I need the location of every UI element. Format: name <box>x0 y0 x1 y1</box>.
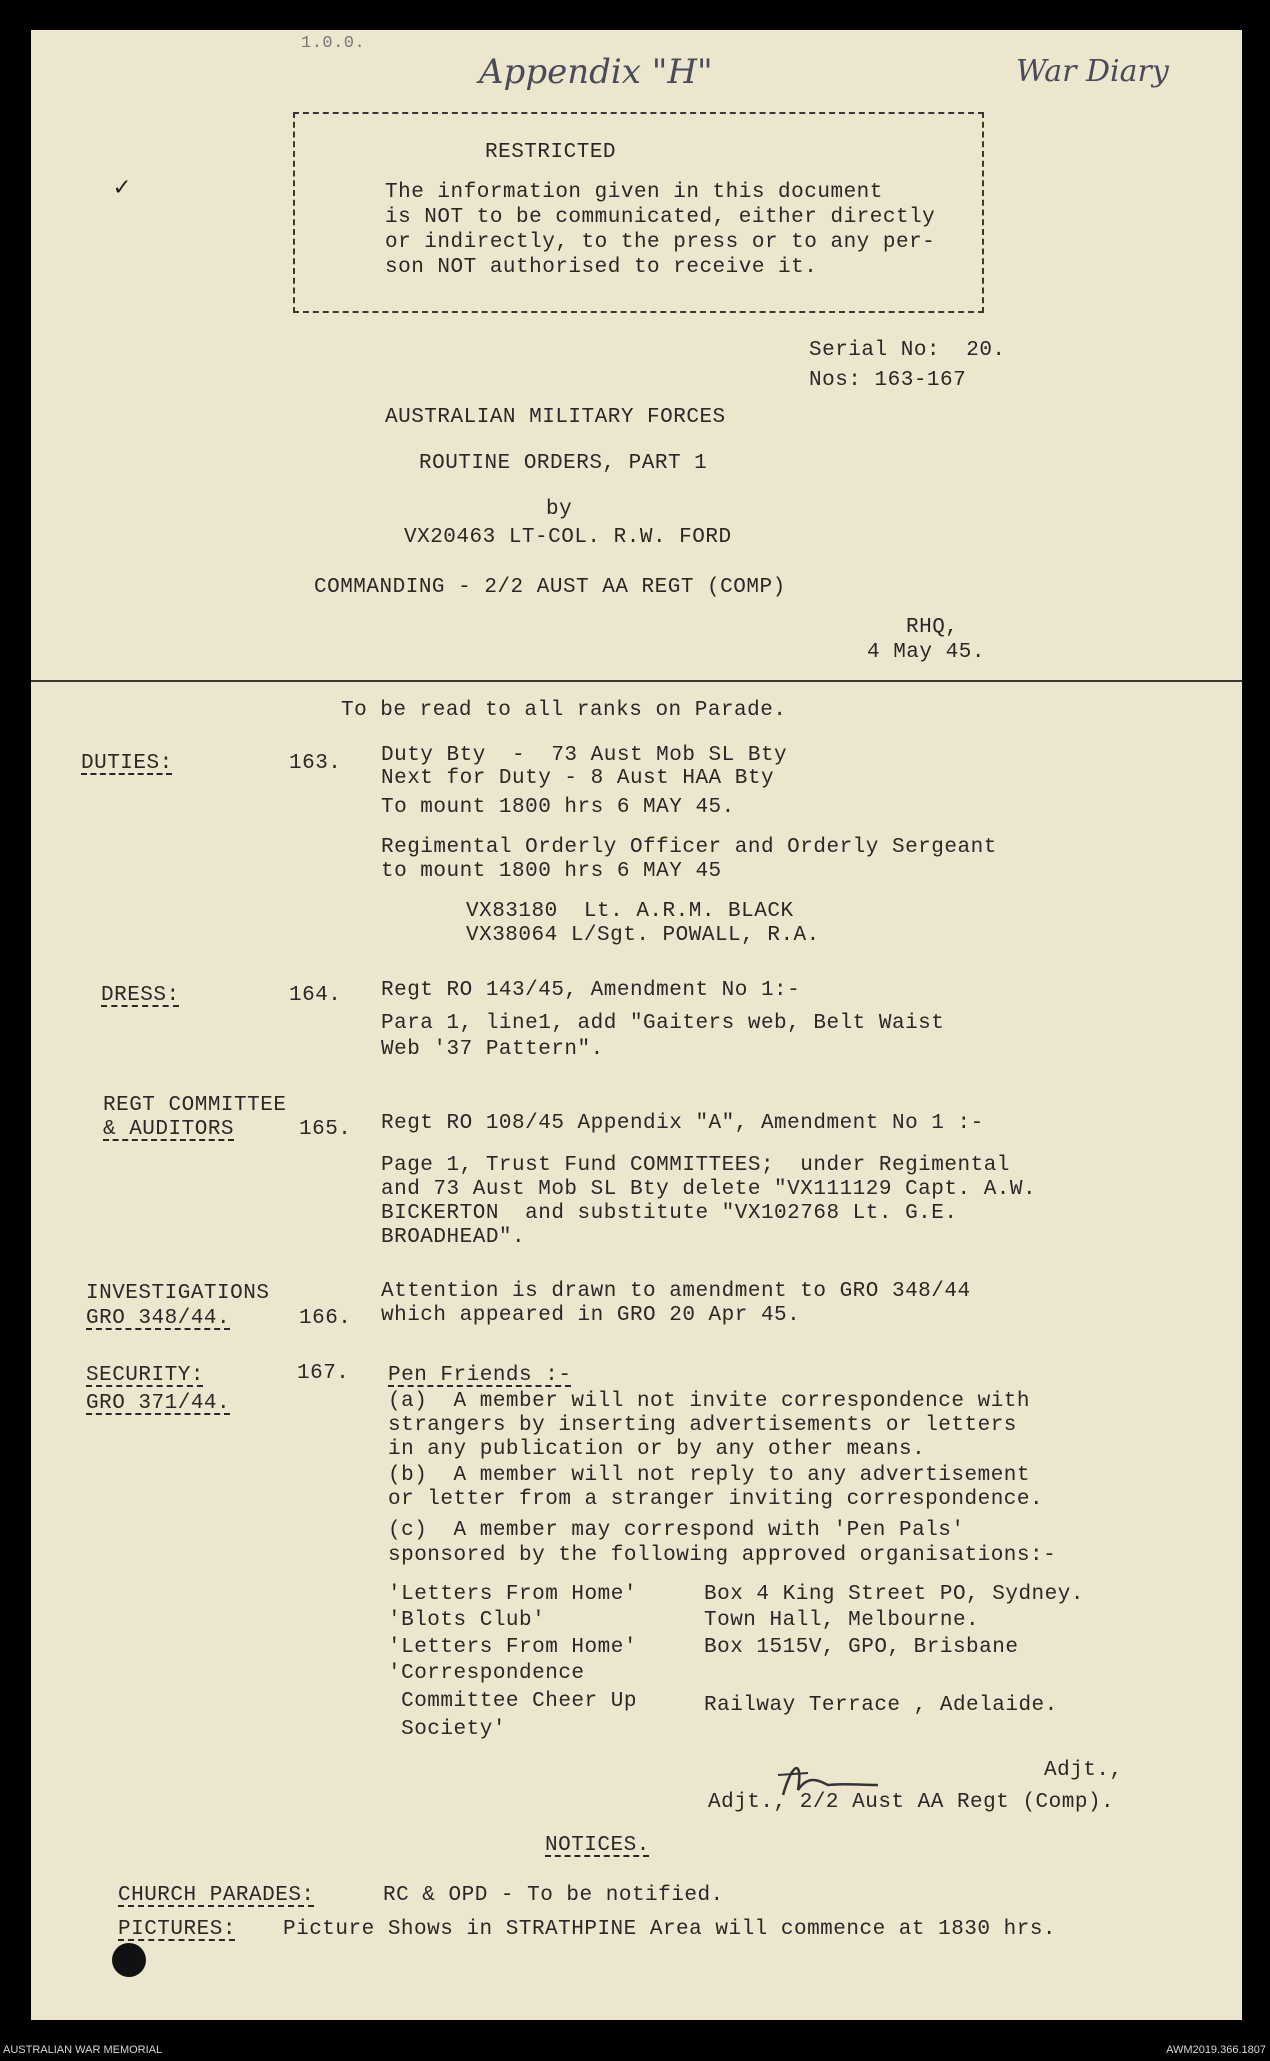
church-parades-heading: CHURCH PARADES: <box>118 1884 315 1907</box>
order-numbers: Nos: 163-167 <box>809 369 967 392</box>
committee-heading: & AUDITORS <box>103 1118 235 1141</box>
appendix-annotation: Appendix "H" <box>479 52 713 92</box>
committee-heading: REGT COMMITTEE <box>103 1094 287 1117</box>
duties-line: VX83180 Lt. A.R.M. BLACK <box>466 900 794 923</box>
security-line: or letter from a stranger inviting correspondence. <box>388 1488 1044 1511</box>
tick-mark: ✓ <box>114 172 130 202</box>
orders-title: ROUTINE ORDERS, PART 1 <box>419 452 708 475</box>
duties-line: To mount 1800 hrs 6 MAY 45. <box>381 796 735 819</box>
committee-line: Page 1, Trust Fund COMMITTEES; under Regimental <box>381 1154 1010 1177</box>
restricted-line: is NOT to be communicated, either directly <box>385 206 936 229</box>
security-line: (c) A member may correspond with 'Pen Pals' <box>388 1519 965 1542</box>
dress-heading: DRESS: <box>101 984 180 1007</box>
dress-line: Web '37 Pattern". <box>381 1038 604 1061</box>
punch-hole <box>112 1943 146 1977</box>
security-number: 167. <box>297 1362 350 1385</box>
pictures-text: Picture Shows in STRATHPINE Area will commence at 1830 hrs. <box>283 1918 1057 1941</box>
footer-left: AUSTRALIAN WAR MEMORIAL <box>3 2044 163 2056</box>
security-line: sponsored by the following approved organisations:- <box>388 1544 1057 1567</box>
investigations-heading: GRO 348/44. <box>86 1307 231 1330</box>
restricted-line: son NOT authorised to receive it. <box>385 256 818 279</box>
pictures-heading: PICTURES: <box>118 1918 236 1941</box>
security-line: strangers by inserting advertisements or letters <box>388 1414 1017 1437</box>
signature-adjt: Adjt., <box>1044 1759 1123 1782</box>
committee-line: and 73 Aust Mob SL Bty delete "VX111129 Capt. A.W. <box>381 1178 1037 1201</box>
investigations-line: which appeared in GRO 20 Apr 45. <box>381 1304 801 1327</box>
restricted-title: RESTRICTED <box>485 141 617 164</box>
signature-line: Adjt., 2/2 Aust AA Regt (Comp). <box>708 1791 1115 1814</box>
duties-line: VX38064 L/Sgt. POWALL, R.A. <box>466 924 820 947</box>
organisation-address: Railway Terrace , Adelaide. <box>704 1694 1058 1717</box>
organisation-address: Box 1515V, GPO, Brisbane <box>704 1636 1019 1659</box>
serial-number: Serial No: 20. <box>809 339 1006 362</box>
investigations-line: Attention is drawn to amendment to GRO 348/44 <box>381 1280 971 1303</box>
church-parades-text: RC & OPD - To be notified. <box>383 1884 724 1907</box>
read-note: To be read to all ranks on Parade. <box>341 699 787 722</box>
commanding-unit: COMMANDING - 2/2 AUST AA REGT (COMP) <box>314 576 786 599</box>
duties-number: 163. <box>289 752 342 775</box>
notices-heading: NOTICES. <box>545 1834 650 1857</box>
security-heading: GRO 371/44. <box>86 1392 231 1415</box>
war-diary-annotation: War Diary <box>1016 54 1169 89</box>
restricted-line: or indirectly, to the press or to any per- <box>385 231 936 254</box>
security-line: (a) A member will not invite correspondence with <box>388 1390 1031 1413</box>
top-fragment: 1.0.0. <box>301 34 366 53</box>
organisation-name: 'Blots Club' <box>388 1609 546 1632</box>
organisation-address: Box 4 King Street PO, Sydney. <box>704 1583 1084 1606</box>
dress-number: 164. <box>289 984 342 1007</box>
committee-number: 165. <box>299 1118 352 1141</box>
duties-line: to mount 1800 hrs 6 MAY 45 <box>381 860 722 883</box>
document-page <box>31 30 1242 2020</box>
commanding-officer: VX20463 LT-COL. R.W. FORD <box>404 526 732 549</box>
order-date: 4 May 45. <box>867 641 985 664</box>
organisation-name: 'Letters From Home' <box>388 1636 637 1659</box>
restricted-line: The information given in this document <box>385 181 883 204</box>
security-line: in any publication or by any other means. <box>388 1438 926 1461</box>
committee-line: BROADHEAD". <box>381 1226 526 1249</box>
security-subheading: Pen Friends :- <box>388 1364 572 1387</box>
force-title: AUSTRALIAN MILITARY FORCES <box>385 406 726 429</box>
committee-line: BICKERTON and substitute "VX102768 Lt. G.E. <box>381 1202 958 1225</box>
duties-line: Duty Bty - 73 Aust Mob SL Bty <box>381 744 788 767</box>
footer-right: AWM2019.366.1807 <box>1166 2044 1266 2056</box>
organisation-address: Town Hall, Melbourne. <box>704 1609 980 1632</box>
by-label: by <box>546 498 573 521</box>
investigations-heading: INVESTIGATIONS <box>86 1282 270 1305</box>
organisation-name: 'Letters From Home' <box>388 1583 637 1606</box>
divider <box>31 680 1242 682</box>
organisation-name: 'Correspondence Committee Cheer Up Society' <box>388 1662 637 1741</box>
investigations-number: 166. <box>299 1307 352 1330</box>
committee-line: Regt RO 108/45 Appendix "A", Amendment No 1 :- <box>381 1112 984 1135</box>
dress-line: Regt RO 143/45, Amendment No 1:- <box>381 979 801 1002</box>
location: RHQ, <box>906 616 959 639</box>
duties-line: Regimental Orderly Officer and Orderly Sergeant <box>381 836 997 859</box>
security-line: (b) A member will not reply to any advertisement <box>388 1464 1031 1487</box>
duties-line: Next for Duty - 8 Aust HAA Bty <box>381 767 775 790</box>
dress-line: Para 1, line1, add "Gaiters web, Belt Waist <box>381 1012 945 1035</box>
security-heading: SECURITY: <box>86 1364 204 1387</box>
duties-heading: DUTIES: <box>81 752 173 775</box>
